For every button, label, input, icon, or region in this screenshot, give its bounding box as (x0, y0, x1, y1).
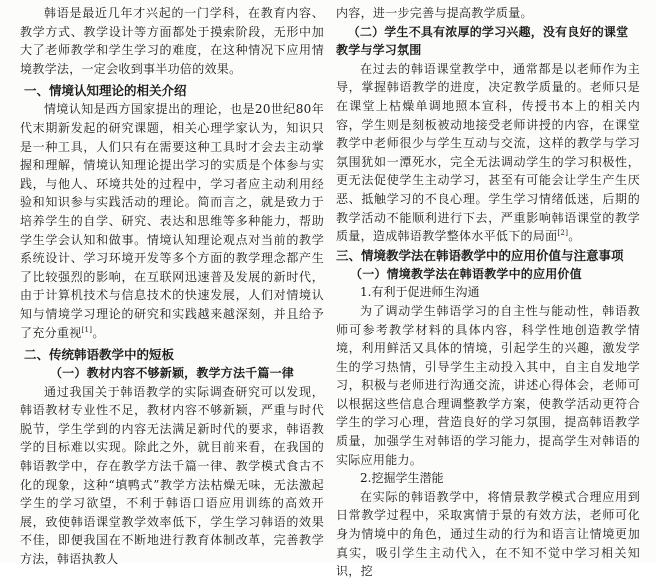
section-heading-3: 三、情境教学法在韩语教学中的应用价值与注意事项 (336, 247, 624, 263)
item-heading-1: 1.有利于促进师生沟通 (360, 285, 480, 300)
paragraph-text: 情境认知是西方国家提出的理论，也是20世纪80年代末期新发起的研究课题，相关心理学家认为，知识只是一种工具，人们只有在需要这种工具时才会去主动掌握和理解，情境认知理论提出学习的实质是个体参与实践，与他人、环境共处的过程中，学习者应主动利用经验和知识参与实践活动的理论。简而言之，就是致力于培养学生的自学、研究、表达和思维等多种能力，帮助学生学会认知和做事。情境认知理论观点对当前的教学系统设计、学习环境开发等多个方面的教学理念都产生了比较强烈的影响，在互联网迅速普及发展的新时代，由于计算机技术与信息技术的快速发展，人们对情境认知与情境学习理论的研究和实践越来越深刻，并且给予了充分重视 (20, 102, 324, 340)
paragraph-text: 在过去的韩语课堂教学中，通常都是以老师作为主导，掌握韩语教学的进度，决定教学质量的。老师只是在课堂上枯燥单调地照本宣科，传授书本上的相关内容，学生则是刻板被动地接受老师讲授的内容，在课堂教学中老师很少与学生互动与交流，这样的教学与学习氛围犹如一潭死水，完全无法调动学生的学习积极性，更无法促使学生主动学习，甚至有可能会让学生产生厌恶、抵触学习的不良心理。学生学习情绪低迷，后期的教学活动不能顺利进行下去，严重影响韩语课堂的教学质量，造成韩语教学整体水平低下的局面 (336, 61, 640, 244)
paragraph-communication: 为了调动学生韩语学习的自主性与能动性，韩语教师可参考教学材料的具体内容，科学性地创造教学情境，利用鲜活又具体的情境，引起学生的兴趣，激发学生的学习热情，引导学生主动投入其中，自主自发地学习，积极与老师进行沟通交流，讲述心得体会，老师可以根据这些信息合理调整教学方案，使教学活动更符合学生的学习心理，营造良好的学习氛围，提高韩语教学质量，加强学生对韩语的学习能力，提高学生对韩语的实际应用能力。 (336, 303, 640, 467)
citation-ref: [2] (557, 229, 569, 238)
section-heading-2: 二、传统韩语教学中的短板 (24, 347, 175, 363)
paragraph-potential: 在实际的韩语教学中，将情景教学模式合理应用到日常教学过程中，采取寓情于景的有效方法，老师可化身为情境中的角色，通过生动的行为和语言让情境更加真实，吸引学生主动代入，在不知不觉中学习相关知识，挖 (336, 489, 640, 579)
section-heading-1: 一、情境认知理论的相关介绍 (24, 83, 187, 99)
paragraph-continued: 内容，进一步完善与提高教学质量。 (336, 6, 533, 20)
subsection-heading-2-2-line1: （二）学生不具有浓厚的学习兴趣，没有良好的课堂 (347, 24, 629, 39)
paragraph-classroom (336, 60, 640, 246)
left-column (20, 4, 324, 569)
paragraph-end: 。 (92, 325, 105, 340)
subsection-heading-2-2-line2: 教学与学习氛围 (336, 43, 422, 58)
citation-ref: [1] (81, 325, 93, 334)
subsection-heading-2-1: （一）教材内容不够新颖，教学方法千篇一律 (49, 366, 294, 381)
paragraph-textbook: 通过我国关于韩语教学的实际调查研究可以发现，韩语教材专业性不足，教材内容不够新颖，严重与时代脱节，学生学到的内容无法满足新时代的要求，韩语教学的目标难以实现。除此之外，就目前来看，在我国的韩语教学中，存在教学方法千篇一律、教学模式食古不化的现象，这种“填鸭式”教学方法枯燥无味，无法激起学生的学习欲望，不利于韩语口语应用训练的高效开展，致使韩语课堂教学效率低下，学生学习韩语的效果不佳，即便我国在不断地进行教育体制改革，完善教学方法，韩语执教人 (20, 384, 324, 567)
paragraph-end: 。 (568, 229, 581, 244)
right-column (336, 4, 640, 581)
intro-paragraph: 韩语是最近几年才兴起的一门学科，在教育内容、教学方式、教学设计等方面都处于摸索阶段，无形中加大了老师教学和学生学习的难度，在这种情况下应用情境教学法，一定会收到事半功倍的效果。 (20, 6, 324, 76)
paragraph-situated-cognition (20, 100, 324, 342)
subsection-heading-3-1: （一）情境教学法在韩语教学中的应用价值 (350, 266, 582, 281)
item-heading-2: 2.挖掘学生潜能 (360, 471, 444, 486)
